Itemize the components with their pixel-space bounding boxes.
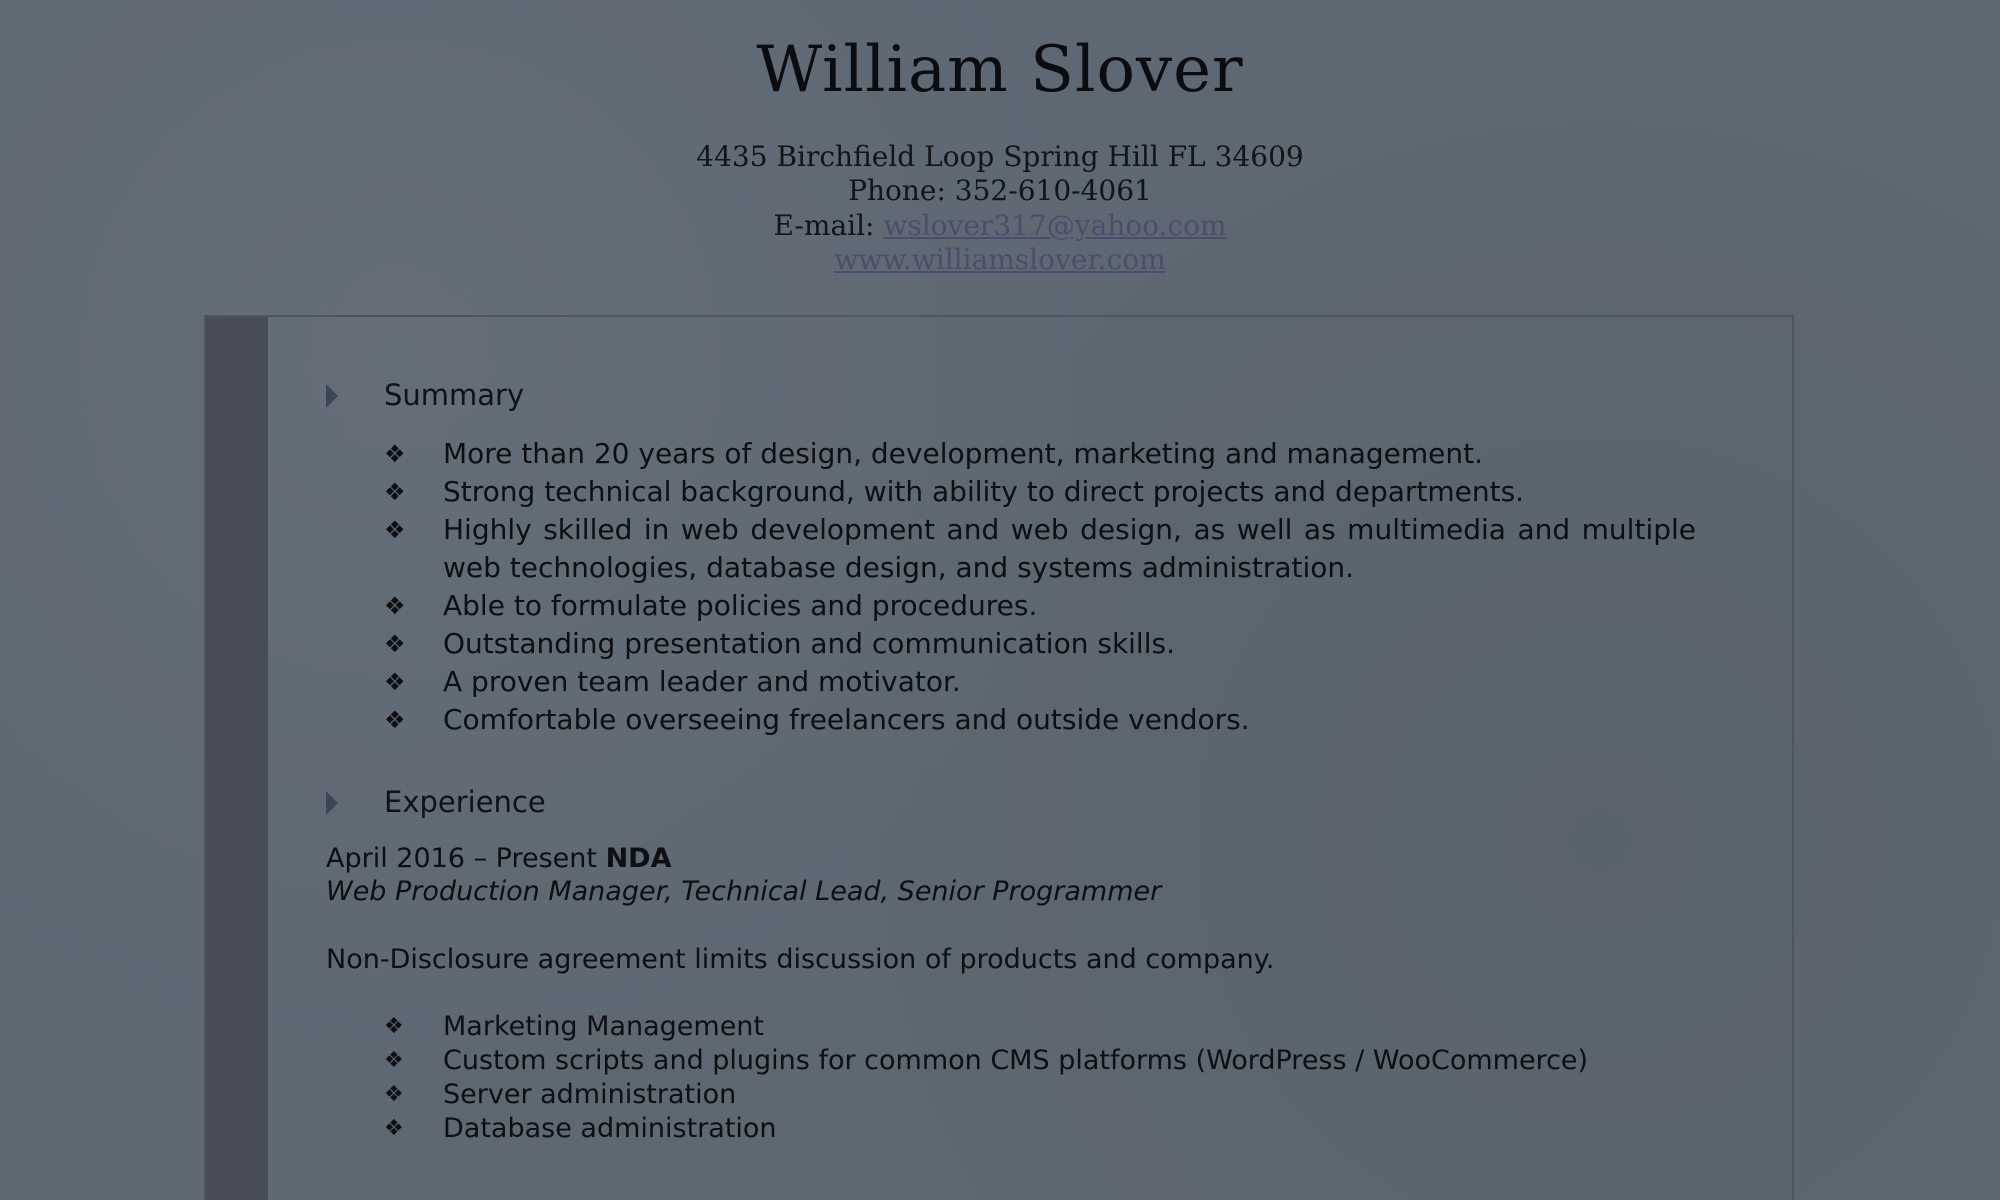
job-dates: April 2016 – Present: [326, 843, 606, 874]
list-item: [384, 701, 1696, 739]
summary-list: [384, 435, 1696, 739]
diamond-bullet-icon: ❖: [384, 1048, 404, 1073]
address: 4435 Birchfield Loop Spring Hill FL 34609: [696, 140, 1304, 173]
email-label: E-mail:: [773, 209, 884, 242]
summary-item-text: Highly skilled in web development and web design, as well as multimedia and multiple web technologies, database design, and systems administration.: [443, 513, 1696, 584]
email-link[interactable]: wslover317@yahoo.com: [883, 209, 1227, 242]
list-item: [384, 625, 1696, 663]
summary-heading: [326, 377, 726, 413]
diamond-bullet-icon: ❖: [384, 706, 406, 734]
person-name: William Slover: [756, 33, 1244, 107]
list-item: [384, 1044, 1696, 1078]
diamond-bullet-icon: ❖: [384, 668, 406, 696]
experience-heading: [326, 784, 726, 820]
summary-heading-label: Summary: [384, 378, 525, 412]
summary-item-text: Comfortable overseeing freelancers and outside vendors.: [443, 703, 1250, 736]
job-item-text: Custom scripts and plugins for common CMS platforms (WordPress / WooCommerce): [443, 1045, 1589, 1076]
list-item: [384, 473, 1696, 511]
summary-item-text: More than 20 years of design, development, marketing and management.: [443, 437, 1484, 470]
diamond-bullet-icon: ❖: [384, 1116, 404, 1141]
job-item-text: Marketing Management: [443, 1011, 765, 1042]
diamond-bullet-icon: ❖: [384, 630, 406, 658]
diamond-bullet-icon: ❖: [384, 440, 406, 468]
job-item-text: Database administration: [443, 1113, 777, 1144]
summary-item-text: A proven team leader and motivator.: [443, 665, 961, 698]
job-duties-list: [384, 1010, 1696, 1146]
list-item: [384, 1112, 1696, 1146]
summary-item-text: Strong technical background, with ability to direct projects and departments.: [443, 475, 1525, 508]
job-item-text: Server administration: [443, 1079, 737, 1110]
phone: Phone: 352-610-4061: [848, 174, 1152, 207]
summary-item-text: Outstanding presentation and communication skills.: [443, 627, 1175, 660]
website-line: [0, 243, 2000, 277]
diamond-bullet-icon: ❖: [384, 1014, 404, 1039]
list-item: [384, 511, 1696, 587]
experience-heading-label: Experience: [384, 785, 546, 819]
diamond-bullet-icon: ❖: [384, 478, 406, 506]
triangle-right-icon: [326, 384, 338, 408]
list-item: [384, 663, 1696, 701]
job-dates-company: [326, 842, 671, 876]
resume-body-panel: [204, 315, 1794, 1200]
job-company: NDA: [605, 843, 672, 874]
job-description: Non-Disclosure agreement limits discussion of products and company.: [326, 944, 1275, 975]
email-line: [0, 209, 2000, 243]
diamond-bullet-icon: ❖: [384, 1082, 404, 1107]
diamond-bullet-icon: ❖: [384, 516, 406, 544]
list-item: [384, 1010, 1696, 1044]
panel-side-bar: [206, 317, 268, 1200]
triangle-right-icon: [326, 791, 338, 815]
diamond-bullet-icon: ❖: [384, 592, 406, 620]
website-link[interactable]: www.williamslover.com: [834, 243, 1166, 276]
list-item: [384, 587, 1696, 625]
list-item: [384, 1078, 1696, 1112]
job-title: Web Production Manager, Technical Lead, Senior Programmer: [326, 876, 1162, 907]
summary-item-text: Able to formulate policies and procedures.: [443, 589, 1038, 622]
list-item: [384, 435, 1696, 473]
